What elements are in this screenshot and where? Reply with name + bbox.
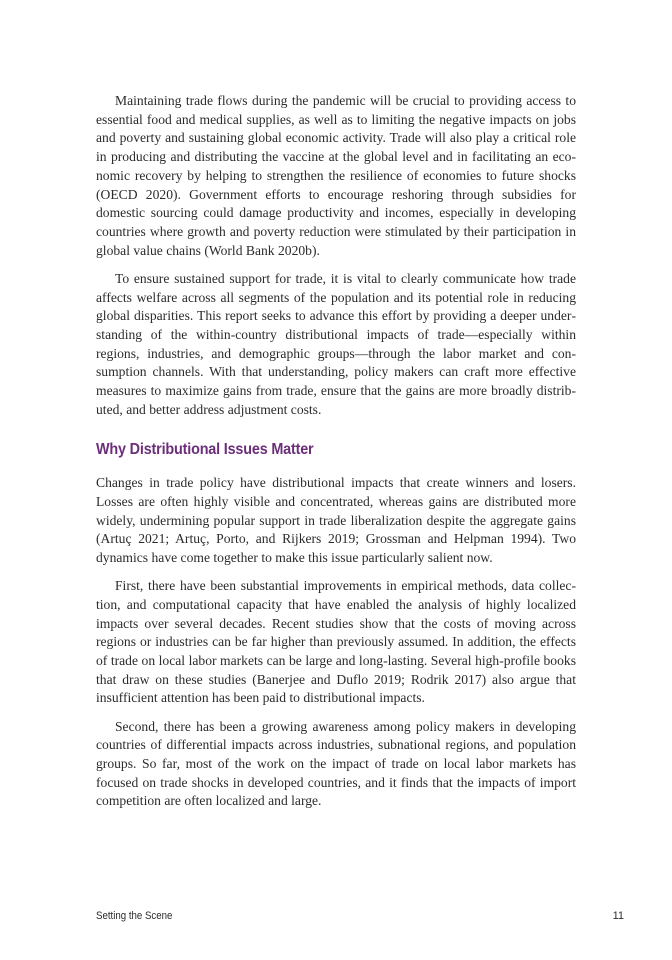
paragraph: Second, there has been a growing awareness among policy makers in developing countries of differential impacts across industries, subnational regions, and population groups. So far, most of the work on the impact of trade on local labor markets has focused on trade shocks in developed countries, and it finds that the impacts of import competition are often localized and large. <box>96 718 576 809</box>
paragraph: To ensure sustained support for trade, it is vital to clearly communicate how trade affects welfare across all segments of the population and its potential role in reducing global disparities. This report seeks to advance this effort by providing a deeper understanding of the within-country distributional impacts of trade—especially within regions, industries, and demographic groups—through the labor market and consumption channels. With that understanding, policy makers can craft more effective measures to maximize gains from trade, ensure that the gains are more broadly distributed, and better address adjustment costs. <box>96 270 576 417</box>
paragraph: First, there have been substantial improvements in empirical methods, data collection, and computational capacity that have enabled the analysis of highly localized impacts over several decades. Recent studies show that the costs of moving across regions or industries can be far higher than previously assumed. In addition, the effects of trade on local labor markets can be large and long-lasting. Several high-profile books that draw on these studies (Banerjee and Duflo 2019; Rodrik 2017) also argue that insufficient attention has been paid to distributional impacts. <box>96 578 576 706</box>
section-heading: Why Distributional Issues Matter <box>96 441 314 459</box>
paragraph: Maintaining trade flows during the pandemic will be crucial to providing access to essential food and medical supplies, as well as to limiting the negative impacts on jobs and poverty and sustaining global economic activity. Trade will also play a critical role in producing and distributing the vaccine at the global level and in facilitating an economic recovery by helping to strengthen the resilience of economies to future shocks (OECD 2020). Government efforts to encourage reshoring through subsidies for domestic sourcing could damage productivity and incomes, especially in developing countries where growth and poverty reduction were stimulated by their participation in global value chains (World Bank 2020b). <box>96 93 576 258</box>
running-footer-title: Setting the Scene <box>96 910 173 922</box>
main-text-block <box>96 92 576 821</box>
paragraph: Changes in trade policy have distributional impacts that create winners and losers. Losses are often highly visible and concentrated, whereas gains are distributed more widely, undermining popular support in trade liberalization despite the aggregate gains (Artuç 2021; Artuç, Porto, and Rijkers 2019; Grossman and Helpman 1994). Two dynamics have come together to make this issue particularly salient now. <box>96 475 576 565</box>
page-number: 11 <box>612 910 624 922</box>
